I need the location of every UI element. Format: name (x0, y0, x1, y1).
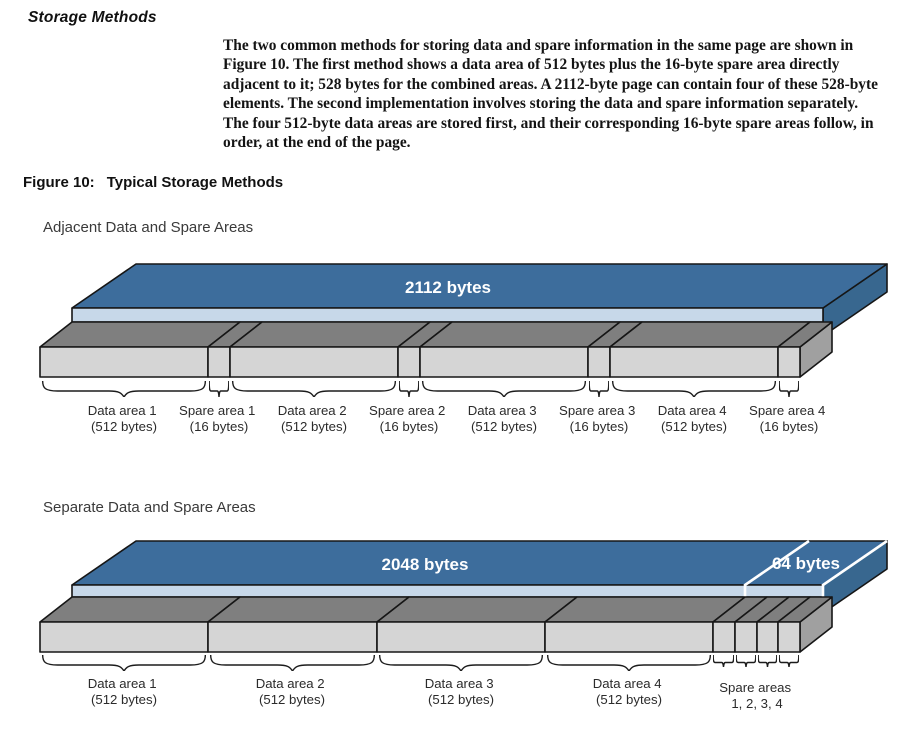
adjacent-section-title: Adjacent Data and Spare Areas (43, 219, 254, 236)
data-area-front (420, 347, 588, 377)
brace (548, 655, 711, 671)
page-slab-top-face (72, 541, 887, 585)
spare-area-front (735, 622, 757, 652)
segment-label: Spare area 1 (16 bytes) (179, 403, 256, 434)
segment-label: Data area 3 (512 bytes) (424, 676, 494, 707)
segment-label: Spare areas 1, 2, 3, 4 (719, 680, 792, 711)
segment-label: Spare area 3 (16 bytes) (559, 403, 636, 434)
segment-label: Data area 2 (512 bytes) (255, 676, 325, 707)
segment-label: Spare area 4 (16 bytes) (749, 403, 826, 434)
data-size-label: 2048 bytes (381, 555, 469, 574)
data-area-top (208, 597, 409, 622)
spare-area-front (588, 347, 610, 377)
brace (380, 655, 543, 671)
data-area-front (545, 622, 713, 652)
body-paragraph: The two common methods for storing data and spare information in the same page are shown in Figure 10. The first method shows a data area of 512 bytes plus the 16-byte spare area directly adjacent to it; 528 bytes for the combined areas. A 2112-byte page can contain four of these 528-byte elements. The second implementation involves storing the data and spare information separately. The four 512-byte data areas are stored first, and their corresponding 16-byte spare areas follow, in order, at the end of the page. (223, 37, 878, 152)
brace (43, 655, 206, 671)
data-area-front (610, 347, 778, 377)
data-area-top (40, 597, 240, 622)
figure-label: Figure 10: (23, 174, 95, 191)
spare-area-front (778, 347, 800, 377)
data-area-front (230, 347, 398, 377)
adjacent-diagram (0, 238, 908, 448)
brace (736, 655, 756, 667)
data-area-top (230, 322, 430, 347)
spare-area-front (398, 347, 420, 377)
data-area-front (377, 622, 545, 652)
separate-diagram (0, 516, 908, 731)
brace (779, 655, 799, 667)
spare-size-label: 64 bytes (771, 554, 841, 573)
figure-caption (23, 174, 283, 191)
page-slab-front-strip (72, 308, 823, 322)
spare-area-front (208, 347, 230, 377)
segment-label: Data area 3 (512 bytes) (467, 403, 537, 434)
data-area-top (377, 597, 577, 622)
segment-label: Data area 2 (512 bytes) (277, 403, 347, 434)
data-area-top (40, 322, 240, 347)
spare-area-front (713, 622, 735, 652)
brace (423, 381, 586, 397)
spare-area-front (778, 622, 800, 652)
data-area-top (420, 322, 620, 347)
brace (613, 381, 776, 397)
brace (211, 655, 375, 671)
data-area-front (208, 622, 377, 652)
segment-label: Spare area 2 (16 bytes) (369, 403, 446, 434)
data-area-top (545, 597, 745, 622)
spare-area-front (757, 622, 778, 652)
brace (209, 381, 229, 397)
brace (779, 381, 799, 397)
data-area-front (40, 622, 208, 652)
brace (233, 381, 396, 397)
figure-title: Typical Storage Methods (106, 174, 284, 191)
segment-label: Data area 1 (512 bytes) (87, 676, 157, 707)
brace (713, 655, 734, 667)
brace (399, 381, 419, 397)
data-area-front (40, 347, 208, 377)
brace (589, 381, 609, 397)
segment-label: Data area 4 (512 bytes) (657, 403, 727, 434)
brace (43, 381, 206, 397)
data-area-top (610, 322, 810, 347)
separate-section-title: Separate Data and Spare Areas (43, 499, 256, 516)
page-title: Storage Methods (28, 9, 157, 26)
brace (758, 655, 777, 667)
segment-label: Data area 1 (512 bytes) (87, 403, 157, 434)
page-size-label: 2112 bytes (404, 278, 492, 297)
segment-label: Data area 4 (512 bytes) (592, 676, 662, 707)
page-slab-front-strip (72, 585, 823, 597)
